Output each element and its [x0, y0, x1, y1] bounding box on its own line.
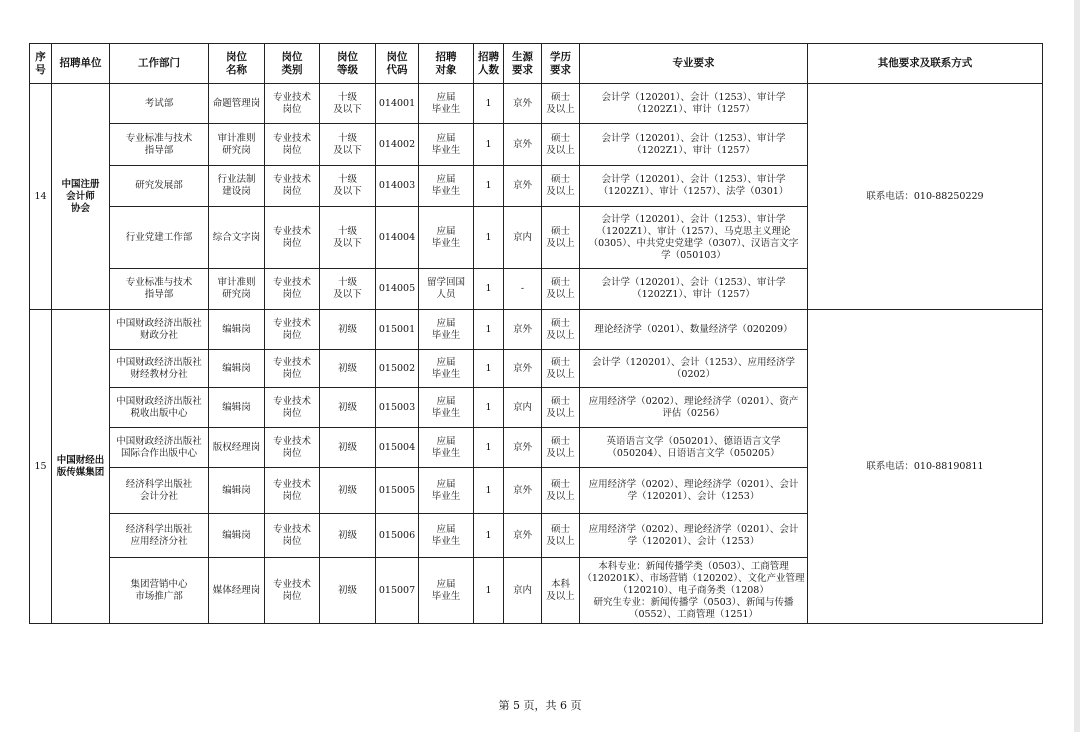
unit-cell: 中国注册 会计师 协会	[52, 84, 110, 310]
count-cell: 1	[474, 428, 504, 468]
post-code-cell: 014004	[376, 207, 419, 269]
post-code-cell: 015007	[376, 558, 419, 624]
contact-cell: 联系电话：010-88190811	[808, 310, 1043, 624]
education-cell: 硕士 及以上	[542, 514, 580, 558]
count-cell: 1	[474, 310, 504, 350]
post-type-cell: 专业技术 岗位	[265, 558, 320, 624]
post-code-cell: 015006	[376, 514, 419, 558]
page-number: 第 5 页，共 6 页	[498, 699, 582, 712]
post-code-cell: 014001	[376, 84, 419, 124]
header-post-code: 岗位 代码	[376, 44, 419, 84]
post-type-cell: 专业技术 岗位	[265, 166, 320, 207]
education-cell: 硕士 及以上	[542, 468, 580, 514]
post-level-cell: 十级 及以下	[320, 84, 376, 124]
post-code-cell: 015001	[376, 310, 419, 350]
major-cell: 英语语言文学（050201）、德语语言文学 （050204）、日语语言文学（050205）	[580, 428, 808, 468]
education-cell: 硕士 及以上	[542, 207, 580, 269]
post-name-cell: 版权经理岗	[209, 428, 265, 468]
major-cell: 会计学（120201）、会计（1253）、审计学 （1202Z1）、审计（1257）	[580, 84, 808, 124]
dept-cell: 行业党建工作部	[110, 207, 209, 269]
post-code-cell: 015004	[376, 428, 419, 468]
major-cell: 应用经济学（0202）、理论经济学（0201）、资产 评估（0256）	[580, 388, 808, 428]
table-row	[30, 310, 1043, 350]
post-code-cell: 015005	[376, 468, 419, 514]
seq-cell: 15	[30, 310, 52, 624]
major-cell: 会计学（120201）、会计（1253）、审计学 （1202Z1）、审计（1257）	[580, 269, 808, 310]
count-cell: 1	[474, 350, 504, 388]
post-level-cell: 十级 及以下	[320, 124, 376, 166]
education-cell: 硕士 及以上	[542, 84, 580, 124]
source-cell: 京外	[504, 468, 542, 514]
post-type-cell: 专业技术 岗位	[265, 84, 320, 124]
education-cell: 硕士 及以上	[542, 350, 580, 388]
post-code-cell: 014005	[376, 269, 419, 310]
header-post-level: 岗位 等级	[320, 44, 376, 84]
dept-cell: 专业标准与技术 指导部	[110, 124, 209, 166]
dept-cell: 中国财政经济出版社 国际合作出版中心	[110, 428, 209, 468]
post-name-cell: 编辑岗	[209, 350, 265, 388]
header-target: 招聘 对象	[419, 44, 474, 84]
header-post-name: 岗位 名称	[209, 44, 265, 84]
post-level-cell: 初级	[320, 468, 376, 514]
post-name-cell: 媒体经理岗	[209, 558, 265, 624]
post-name-cell: 编辑岗	[209, 388, 265, 428]
major-cell: 会计学（120201）、会计（1253）、审计学 （1202Z1）、审计（1257）、法学（0301）	[580, 166, 808, 207]
count-cell: 1	[474, 84, 504, 124]
education-cell: 本科 及以上	[542, 558, 580, 624]
target-cell: 应届 毕业生	[419, 207, 474, 269]
target-cell: 应届 毕业生	[419, 310, 474, 350]
post-type-cell: 专业技术 岗位	[265, 124, 320, 166]
seq-cell: 14	[30, 84, 52, 310]
count-cell: 1	[474, 166, 504, 207]
post-level-cell: 初级	[320, 558, 376, 624]
table-row	[30, 84, 1043, 124]
dept-cell: 经济科学出版社 会计分社	[110, 468, 209, 514]
dept-cell: 中国财政经济出版社 财经教材分社	[110, 350, 209, 388]
post-name-cell: 审计准则 研究岗	[209, 269, 265, 310]
education-cell: 硕士 及以上	[542, 388, 580, 428]
source-cell: 京外	[504, 84, 542, 124]
header-post-type: 岗位 类别	[265, 44, 320, 84]
post-code-cell: 014002	[376, 124, 419, 166]
major-cell: 会计学（120201）、会计（1253）、应用经济学 （0202）	[580, 350, 808, 388]
page-edge-shadow	[1074, 0, 1080, 732]
post-name-cell: 综合文字岗	[209, 207, 265, 269]
dept-cell: 考试部	[110, 84, 209, 124]
post-type-cell: 专业技术 岗位	[265, 514, 320, 558]
post-type-cell: 专业技术 岗位	[265, 428, 320, 468]
dept-cell: 中国财政经济出版社 税收出版中心	[110, 388, 209, 428]
post-name-cell: 编辑岗	[209, 310, 265, 350]
target-cell: 留学回国 人员	[419, 269, 474, 310]
post-name-cell: 命题管理岗	[209, 84, 265, 124]
post-type-cell: 专业技术 岗位	[265, 207, 320, 269]
dept-cell: 中国财政经济出版社 财政分社	[110, 310, 209, 350]
count-cell: 1	[474, 207, 504, 269]
post-type-cell: 专业技术 岗位	[265, 310, 320, 350]
post-level-cell: 初级	[320, 350, 376, 388]
education-cell: 硕士 及以上	[542, 124, 580, 166]
target-cell: 应届 毕业生	[419, 468, 474, 514]
post-code-cell: 015003	[376, 388, 419, 428]
source-cell: 京内	[504, 558, 542, 624]
target-cell: 应届 毕业生	[419, 124, 474, 166]
source-cell: 京内	[504, 388, 542, 428]
post-type-cell: 专业技术 岗位	[265, 388, 320, 428]
header-dept: 工作部门	[110, 44, 209, 84]
major-cell: 应用经济学（0202）、理论经济学（0201）、会计 学（120201）、会计（1253）	[580, 514, 808, 558]
post-level-cell: 初级	[320, 428, 376, 468]
count-cell: 1	[474, 514, 504, 558]
post-level-cell: 初级	[320, 310, 376, 350]
education-cell: 硕士 及以上	[542, 428, 580, 468]
post-code-cell: 014003	[376, 166, 419, 207]
post-level-cell: 初级	[320, 514, 376, 558]
source-cell: 京内	[504, 207, 542, 269]
source-cell: 京外	[504, 124, 542, 166]
post-level-cell: 初级	[320, 388, 376, 428]
header-count: 招聘 人数	[474, 44, 504, 84]
dept-cell: 经济科学出版社 应用经济分社	[110, 514, 209, 558]
target-cell: 应届 毕业生	[419, 350, 474, 388]
major-cell: 本科专业：新闻传播学类（0503）、工商管理 （120201K）、市场营销（120202）、文化产业管理 （120210）、电子商务类（1208） 研究生专业：新闻传播学（0503）、新闻与传播 （0552）、工商管理（1251）	[580, 558, 808, 624]
count-cell: 1	[474, 558, 504, 624]
count-cell: 1	[474, 468, 504, 514]
post-type-cell: 专业技术 岗位	[265, 269, 320, 310]
post-name-cell: 编辑岗	[209, 468, 265, 514]
count-cell: 1	[474, 388, 504, 428]
header-source: 生源 要求	[504, 44, 542, 84]
source-cell: 京外	[504, 310, 542, 350]
education-cell: 硕士 及以上	[542, 269, 580, 310]
header-education: 学历 要求	[542, 44, 580, 84]
source-cell: 京外	[504, 166, 542, 207]
header-row	[30, 44, 1043, 84]
post-type-cell: 专业技术 岗位	[265, 468, 320, 514]
header-other: 其他要求及联系方式	[808, 44, 1043, 84]
dept-cell: 研究发展部	[110, 166, 209, 207]
major-cell: 会计学（120201）、会计（1253）、审计学 （1202Z1）、审计（1257）、马克思主义理论 （0305）、中共党史党建学（0307）、汉语言文字 学（050103）	[580, 207, 808, 269]
post-code-cell: 015002	[376, 350, 419, 388]
target-cell: 应届 毕业生	[419, 428, 474, 468]
post-level-cell: 十级 及以下	[320, 166, 376, 207]
dept-cell: 专业标准与技术 指导部	[110, 269, 209, 310]
target-cell: 应届 毕业生	[419, 166, 474, 207]
major-cell: 会计学（120201）、会计（1253）、审计学 （1202Z1）、审计（1257）	[580, 124, 808, 166]
unit-cell: 中国财经出 版传媒集团	[52, 310, 110, 624]
education-cell: 硕士 及以上	[542, 310, 580, 350]
post-level-cell: 十级 及以下	[320, 269, 376, 310]
header-major: 专业要求	[580, 44, 808, 84]
post-name-cell: 编辑岗	[209, 514, 265, 558]
post-type-cell: 专业技术 岗位	[265, 350, 320, 388]
contact-cell: 联系电话：010-88250229	[808, 84, 1043, 310]
major-cell: 应用经济学（0202）、理论经济学（0201）、会计 学（120201）、会计（1253）	[580, 468, 808, 514]
header-seq: 序 号	[30, 44, 52, 84]
education-cell: 硕士 及以上	[542, 166, 580, 207]
header-unit: 招聘单位	[52, 44, 110, 84]
dept-cell: 集团营销中心 市场推广部	[110, 558, 209, 624]
source-cell: 京外	[504, 428, 542, 468]
target-cell: 应届 毕业生	[419, 84, 474, 124]
target-cell: 应届 毕业生	[419, 558, 474, 624]
major-cell: 理论经济学（0201）、数量经济学（020209）	[580, 310, 808, 350]
post-name-cell: 行业法制 建设岗	[209, 166, 265, 207]
target-cell: 应届 毕业生	[419, 514, 474, 558]
count-cell: 1	[474, 269, 504, 310]
source-cell: -	[504, 269, 542, 310]
target-cell: 应届 毕业生	[419, 388, 474, 428]
count-cell: 1	[474, 124, 504, 166]
recruitment-table	[29, 43, 1043, 624]
post-level-cell: 十级 及以下	[320, 207, 376, 269]
source-cell: 京外	[504, 350, 542, 388]
source-cell: 京外	[504, 514, 542, 558]
post-name-cell: 审计准则 研究岗	[209, 124, 265, 166]
